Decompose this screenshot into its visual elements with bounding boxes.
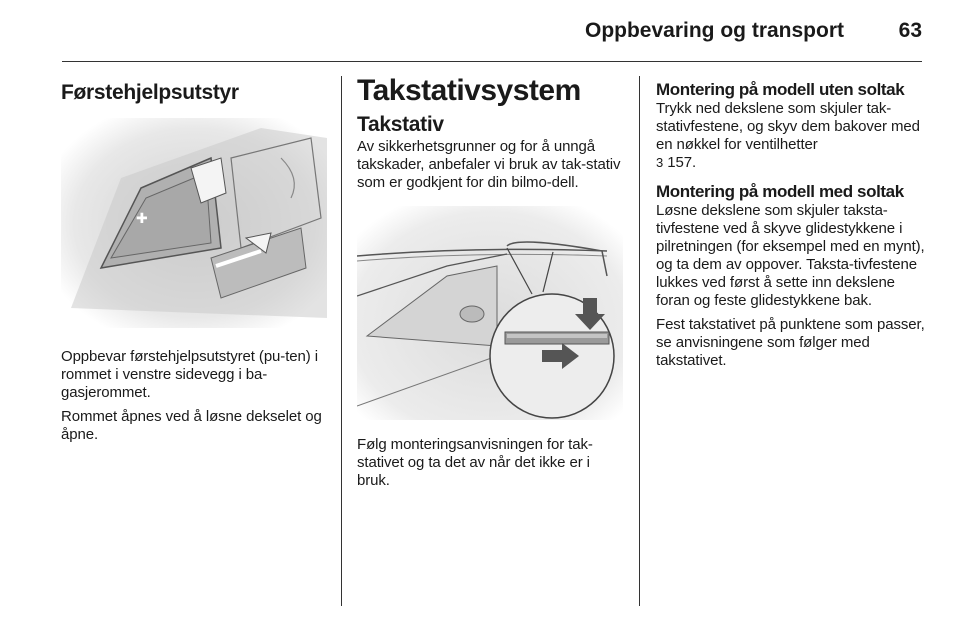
page-ref-arrow-icon: 3 <box>656 155 664 170</box>
roof-rack-mount-illustration <box>357 206 623 420</box>
heading-mount-without-sunroof: Montering på modell uten soltak <box>656 80 905 99</box>
car-roof-drawing <box>357 206 623 420</box>
roof-rack-paragraph-1: Av sikkerhetsgrunner og for å unngå takskader, anbefaler vi bruk av tak-stativ som er godkjent for din bilmo-dell. <box>357 138 621 191</box>
subsection-heading-roof-rack: Takstativ <box>357 113 444 136</box>
mount-with-sunroof-paragraph-1: Løsne dekslene som skjuler taksta-tivfestene ved å skyve glidestykkene i pilretningen (for eksempel med en mynt), og ta dem av oppover. Taksta-tivfestene lukkes ved først å sette inn dekslene foran og feste glidestykkene bak. <box>656 202 925 309</box>
section-heading-first-aid: Førstehjelpsutstyr <box>61 81 239 104</box>
first-aid-paragraph-2: Rommet åpnes ved å løsne dekselet og åpne. <box>61 408 322 443</box>
page-number: 63 <box>898 19 922 42</box>
trunk-side-wall-drawing <box>61 118 327 328</box>
roof-rack-paragraph-2: Følg monteringsanvisningen for tak-stativet og ta det av når det ikke er i bruk. <box>357 436 593 489</box>
first-aid-compartment-illustration <box>61 118 327 328</box>
column-roof-rack-system <box>357 74 623 496</box>
column-first-aid <box>61 74 327 450</box>
page-ref-link[interactable]: 157. <box>667 154 697 171</box>
column-divider-1 <box>341 76 342 606</box>
mount-without-sunroof-paragraph: Trykk ned dekslene som skjuler tak-stativfestene, og skyv dem bakover med en nøkkel for ventilhetter 3 157. <box>656 100 920 171</box>
heading-mount-with-sunroof: Montering på modell med soltak <box>656 182 904 201</box>
section-heading-roof-rack-system: Takstativsystem <box>357 74 581 107</box>
page-header <box>0 0 960 62</box>
svg-text:✚: ✚ <box>136 211 148 227</box>
header-rule <box>62 61 922 62</box>
first-aid-paragraph-1: Oppbevar førstehjelpsutstyret (pu-ten) i rommet i venstre sidevegg i ba-gasjerommet. <box>61 348 318 401</box>
header-title: Oppbevaring og transport <box>584 19 844 42</box>
column-divider-2 <box>639 76 640 606</box>
mount-with-sunroof-paragraph-2: Fest takstativet på punktene som passer, se anvisningene som følger med takstativet. <box>656 316 925 369</box>
column-mounting <box>656 74 926 376</box>
